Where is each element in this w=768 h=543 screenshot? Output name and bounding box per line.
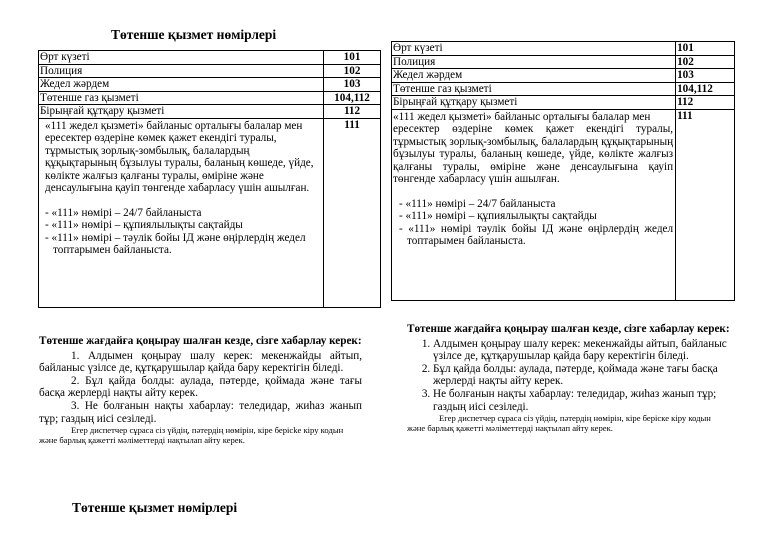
table-row [392,109,735,300]
left-page-title: Төтенше қызмет нөмірлері [111,27,277,42]
table-row [392,42,735,56]
service-name: Төтенше газ қызметі [39,91,324,105]
table-row [39,78,381,92]
service-number: 102 [324,64,381,78]
table-row [392,96,735,110]
helpline-bullet: - «111» нөмірі – құпиялылықты сақтайды [399,210,597,222]
helpline-intro: «111 жедел қызметі» байланыс орталығы балалар мен [45,119,303,132]
helpline-bullet: - «111» нөмірі – құпиялылықты сақтайды [45,219,243,231]
step-item: 1. Алдымен қоңырау шалу керек: мекенжайды айтып, байланыс үзілсе де, құтқарушылар қайда бару керектігін біледі. [39,349,362,375]
helpline-bullet: - «111» нөмірі – тәулік бойы ІД және өңірлердің жедел топтарымен байланыста. [45,231,306,256]
table-row [392,82,735,96]
service-number: 112 [324,105,381,119]
step-item: 2. Бұл қайда болды: аулада, пәтерде, қоймада және тағы басқа жерлерді нақты айту керек. [433,363,730,388]
helpline-bullet: - «111» нөмірі – 24/7 байланыста [399,197,556,210]
service-number: 104,112 [676,82,735,96]
helpline-text: ересектер өздеріне көмек қажет екендігі туралы, тұрмыстық зорлық-зомбылық, балалардың құқықтарының бұзылуы туралы, баланың көшеде, үйде, көлікте жалғыз қалғаны туралы, өміріне және денсаулығына қауіп төнгенде хабарласу үшін ашылған. [45,132,314,194]
table-row [39,64,381,78]
table-row [392,55,735,69]
steps-list [407,338,730,414]
helpline-description [39,118,324,307]
helpline-number: 111 [324,118,381,307]
when-calling-heading: Төтенше жағдайға қоңырау шалған кезде, сізге хабарлау керек: [39,335,362,347]
service-number: 103 [324,78,381,92]
left-services-table [38,50,381,308]
left-bottom-title: Төтенше қызмет нөмірлері [72,500,238,515]
table-row [39,118,381,307]
service-name: Өрт күзеті [39,51,324,65]
service-name: Өрт күзеті [392,42,676,56]
dispatcher-note: Егер диспетчер сұраса сіз үйдің, пәтердің нөмірін, кіре беріске кіру кодын және барлық қажетті мәліметтерді нақтылап айту керек. [407,413,711,434]
helpline-bullet: - «111» нөмірі тәулік бойы ІД және өңірлердің жедел топтарымен байланыста. [399,222,674,247]
service-name: Төтенше газ қызметі [392,82,676,96]
table-row [39,91,381,105]
helpline-text: ересектер өздеріне көмек қажет екендігі туралы, тұрмыстық зорлық-зомбылық, балалардың құқықтарының бұзылуы туралы, баланың көшеде, үйде, көлікте жалғыз қалғаны туралы, өміріне және денсаулығына қауіп төнгенде хабарласу үшін ашылған. [393,123,674,185]
when-calling-heading: Төтенше жағдайға қоңырау шалған кезде, сізге хабарлау керек: [407,323,730,335]
service-name: Бірыңғай құтқару қызметі [39,105,324,119]
service-name: Полиция [39,64,324,78]
service-name: Жедел жәрдем [39,78,324,92]
table-row [392,69,735,83]
service-number: 103 [676,69,735,83]
service-number: 101 [676,42,735,56]
service-number: 102 [676,55,735,69]
step-item: 1. Алдымен қоңырау шалу керек: мекенжайды айтып, байланыс үзілсе де, құтқарушылар қайда бару керектігін біледі. [433,338,730,363]
step-item: 3. Не болғанын нақты хабарлау: теледидар, жиһаз жанып тұр; газдың иісі сезіледі. [433,388,730,413]
service-name: Жедел жәрдем [392,69,676,83]
service-number: 101 [324,51,381,65]
left-when-calling [39,335,362,445]
service-name: Полиция [392,55,676,69]
right-services-table [391,41,735,301]
right-when-calling [407,323,730,433]
table-row [39,105,381,119]
helpline-bullet: - «111» нөмірі – 24/7 байланыста [45,206,202,219]
helpline-number: 111 [676,109,735,300]
helpline-description [392,109,676,300]
table-row [39,51,381,65]
helpline-intro: «111 жедел қызметі» байланыс орталығы балалар мен [393,110,651,123]
step-item: 3. Не болғанын нақты хабарлау: теледидар, жиһаз жанып тұр; газдың иісі сезіледі. [39,399,362,425]
service-number: 112 [676,96,735,110]
service-name: Бірыңғай құтқару қызметі [392,96,676,110]
service-number: 104,112 [324,91,381,105]
step-item: 2. Бұл қайда болды: аулада, пәтерде, қоймада және тағы басқа жерлерді нақты айту керек. [39,374,362,400]
dispatcher-note: Егер диспетчер сұраса сіз үйдің, пәтердің нөмірін, кіре берісke кіру кодын және барлық қажетті мәліметтерді нақтылап айту керек. [39,425,344,446]
